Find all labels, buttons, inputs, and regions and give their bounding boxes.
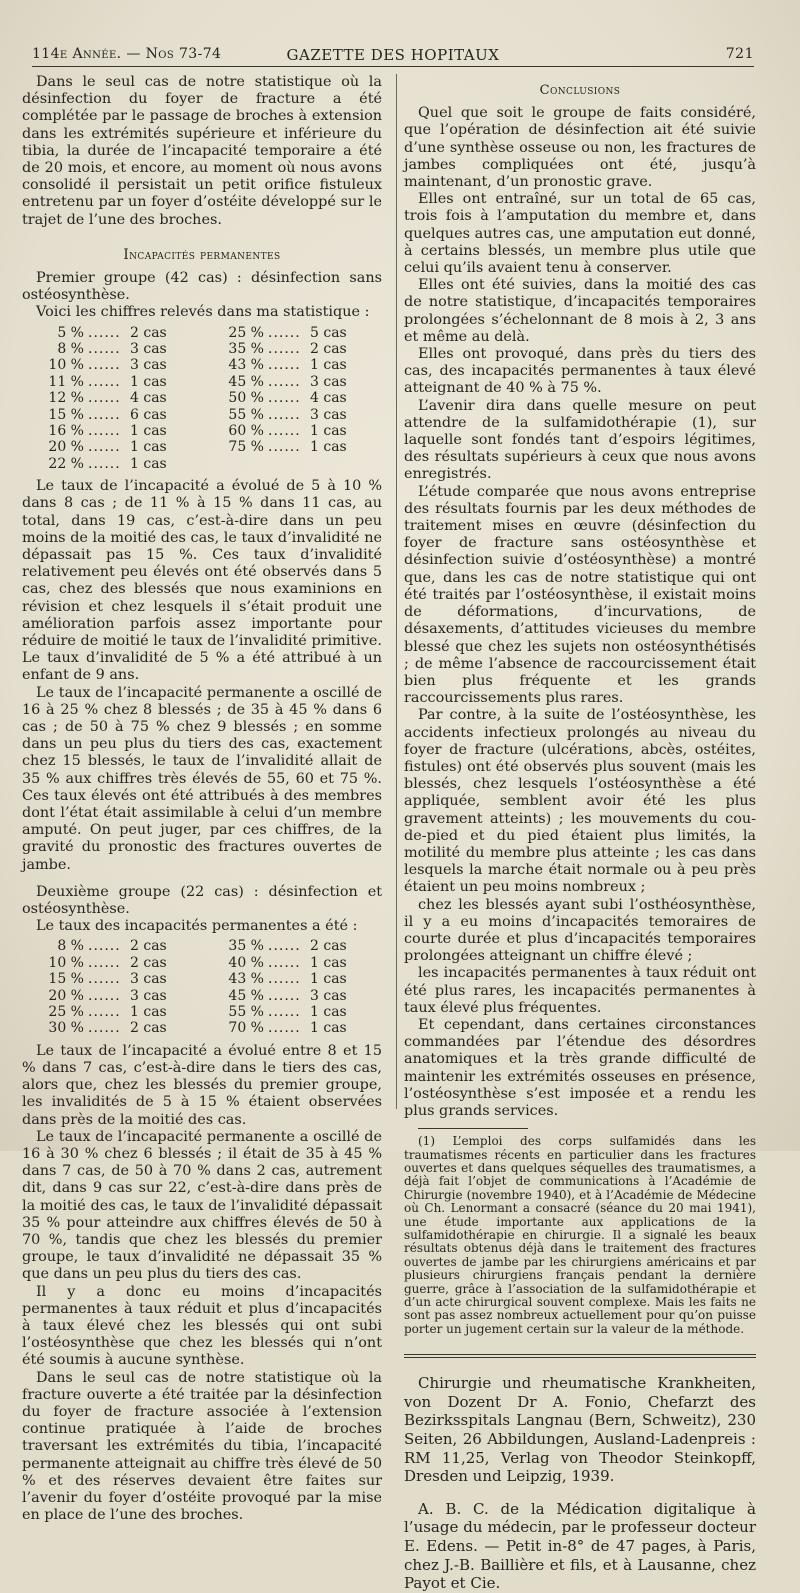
section-separator-2 [404, 1357, 756, 1358]
stat-leader-dots: ...... [268, 1020, 301, 1037]
stat-percent: 15 % [48, 406, 84, 423]
conclusion-4: Elles ont provoqué, dans près du tiers des cas, des incapacités permanentes à taux élevé atteignant de 40 % à 75 %. [404, 346, 756, 397]
stat-leader-dots: ...... [268, 987, 301, 1004]
stat-percent: 50 % [228, 390, 264, 407]
conclusion-2: Elles ont entraîné, sur un total de 65 cas, trois fois à l’amputation du membre et, dans quelques autres cas, une amputation eut donné, à certains blessés, un membre plus utile que celui qu’ils avaient tenu à conserver. [404, 191, 756, 277]
issue-info: 114e Année. — Nos 73-74 [32, 46, 222, 62]
stat-percent: 55 % [228, 406, 264, 423]
stat-cell [202, 374, 382, 390]
stat-percent: 30 % [48, 1020, 84, 1037]
stat-row [22, 988, 382, 1004]
stat-percent: 45 % [228, 373, 264, 390]
stat-count: 2 cas [310, 938, 347, 955]
stat-row [22, 357, 382, 373]
stat-cell [22, 374, 202, 390]
stat-cell [22, 971, 202, 987]
stat-count: 1 cas [130, 373, 167, 390]
footnote: (1) L’emploi des corps sulfamidés dans les traumatismes récents en particulier dans les fractures ouvertes et dans quelques séquelles des traumatismes, a déjà fait l’objet de communications à l’Académie de Chirurgie (novembre 1940), et à l’Académie de Médecine où Ch. Lenormant a consacré (séance du 20 mai 1941), une étude importante aux applications de la sulfamidothérapie en chirurgie. Il a signalé les beaux résultats obtenus déjà dans le traitement des fractures ouvertes de jambe par les chirurgiens américains et par plusieurs chirurgiens français pendant la dernière guerre, grâce à l’association de la sulfamidothérapie et d’un acte chirurgical souvent complexe. Mais les faits ne sont pas assez nombreux actuellement pour qu’on puisse porter un jugement certain sur la valeur de la méthode. [404, 1134, 756, 1336]
stat-percent: 43 % [228, 357, 264, 374]
intro-paragraph: Dans le seul cas de notre statistique où la désinfection du foyer de fracture a été complétée par le passage de broches à extension dans les extrémités supérieure et inférieure du tibia, la durée de l’incapacité temporaire a été de 20 mois, et encore, au moment où nous avons consolidé il persistait un petit orifice fistuleux entretenu par un foyer d’ostéite développé sur le trajet de l’une des broches. [22, 74, 382, 228]
stat-count: 1 cas [310, 439, 347, 456]
stat-cell [202, 971, 382, 987]
stat-cell [22, 1020, 202, 1036]
stat-cell [22, 456, 202, 472]
stat-leader-dots: ...... [88, 954, 121, 971]
stat-cell [202, 439, 382, 455]
stat-row [22, 374, 382, 390]
stat-percent: 25 % [48, 1004, 84, 1020]
stat-cell [202, 357, 382, 373]
book-review-1: Chirurgie und rheumatische Krankheiten, von Dozent Dr A. Fonio, Chefarzt des Bezirksspitals Langnau (Bern, Schweitz), 230 Seiten, 26 Abbildungen, Ausland-Ladenpreis : RM 11,25, Verlag von Theodor Steinkopff, Dresden und Leipzig, 1939. [404, 1374, 756, 1486]
conclusion-9: les incapacités permanentes à taux réduit ont été plus rares, les incapacités permanentes à taux élevé plus fréquentes. [404, 965, 756, 1016]
stat-leader-dots: ...... [88, 341, 121, 358]
stat-cell [22, 325, 202, 341]
stat-cell [22, 341, 202, 357]
paragraph-5: Il y a donc eu moins d’incapacités permanentes à taux réduit et plus d’incapacités à taux élevé chez les blessés qui ont subi l’ostéosynthèse que chez les blessés qui n’ont été soumis à aucune synthèse. [22, 1283, 382, 1369]
stat-percent: 75 % [228, 439, 264, 456]
conclusion-8: chez les blessés ayant subi l’osthéosynthèse, il y a eu moins d’incapacités temoraires de courte durée et plus d’incapacités temporaires prolongées atteignant un chiffre élevé ; [404, 896, 756, 965]
stat-leader-dots: ...... [268, 357, 301, 374]
stat-cell [22, 938, 202, 954]
stat-row [22, 439, 382, 455]
stat-row [22, 407, 382, 423]
stat-cell [202, 390, 382, 406]
stat-count: 1 cas [310, 954, 347, 971]
stat-leader-dots: ...... [88, 406, 121, 423]
stat-leader-dots: ...... [88, 938, 121, 955]
stat-row [22, 1004, 382, 1020]
footnote-rule [418, 1128, 528, 1129]
stat-count: 2 cas [310, 341, 347, 358]
stat-row [22, 390, 382, 406]
stat-cell [22, 390, 202, 406]
stat-leader-dots: ...... [268, 324, 301, 341]
stat-percent: 15 % [48, 971, 84, 988]
stat-count: 6 cas [130, 406, 167, 423]
group2-lead: Le taux des incapacités permanentes a été : [36, 918, 358, 935]
stat-percent: 16 % [48, 422, 84, 439]
stat-count: 1 cas [310, 422, 347, 439]
paragraph-4: Le taux de l’incapacité permanente a oscillé de 16 à 30 % chez 6 blessés ; il était de 35 à 45 % dans 7 cas, de 50 à 70 % dans 2 cas, autrement dit, dans 9 cas sur 22, c’est-à-dire dans près de la moitié des cas, le taux de l’invalidité dépassait 35 % pour atteindre aux chiffres élevés de 50 à 70 %, tandis que chez les blessés du premier groupe, le taux d’invalidité ne dépassait 35 % que dans un peu plus du tiers des cas. [22, 1128, 382, 1283]
stat-count: 3 cas [130, 357, 167, 374]
stat-count: 2 cas [130, 954, 167, 971]
stat-count: 2 cas [130, 938, 167, 955]
stat-cell [22, 955, 202, 971]
stat-cell [202, 1004, 382, 1020]
stat-percent: 22 % [48, 455, 84, 472]
stat-row [22, 325, 382, 341]
stat-percent: 45 % [228, 987, 264, 1004]
stat-percent: 55 % [228, 1004, 264, 1020]
stat-percent: 70 % [228, 1020, 264, 1037]
stat-leader-dots: ...... [268, 341, 301, 358]
stat-leader-dots: ...... [88, 439, 121, 456]
stat-count: 1 cas [310, 971, 347, 988]
stat-leader-dots: ...... [88, 1004, 121, 1020]
left-column [22, 74, 382, 1524]
stat-count: 3 cas [130, 971, 167, 988]
stat-row [22, 341, 382, 357]
stat-percent: 35 % [228, 938, 264, 955]
stat-count: 1 cas [310, 1004, 347, 1020]
stat-leader-dots: ...... [268, 439, 301, 456]
stat-cell [22, 988, 202, 1004]
conclusions-heading: Conclusions [539, 83, 621, 98]
stat-cell [22, 423, 202, 439]
stat-count: 3 cas [310, 373, 347, 390]
stat-leader-dots: ...... [88, 324, 121, 341]
conclusion-6: L’étude comparée que nous avons entreprise des résultats fournis par les deux méthodes de traitement mises en œuvre (désinfection du foyer de fracture sans ostéosynthèse et désinfection suivie d’ostéosynthèse) a montré que, dans les cas de notre statistique qui ont été traités par l’ostéosynthèse, il existait moins de déformations, d’incurvations, de désaxements, d’attitudes vicieuses du membre blessé que chez les sujets non ostéosynthétisés ; de même l’absence de raccourcissement était bien plus fréquente et les grands raccourcissements plus rares. [404, 483, 756, 707]
stat-percent: 40 % [228, 954, 264, 971]
stat-cell [202, 456, 382, 472]
conclusion-1: Quel que soit le groupe de faits considéré, que l’opération de désinfection ait été suivie d’une synthèse osseuse ou non, les fractures de jambes compliquées ont été, jusqu’à maintenant, d’un pronostic grave. [404, 105, 756, 191]
stat-leader-dots: ...... [268, 971, 301, 988]
stat-cell [22, 357, 202, 373]
conclusion-5: L’avenir dira dans quelle mesure on peut attendre de la sulfamidothérapie (1), sur laquelle sont fondés tant d’espoirs légitimes, des résultats supérieurs à ceux que nous avons enregistrés. [404, 397, 756, 483]
stat-percent: 8 % [57, 938, 84, 955]
stat-count: 1 cas [310, 1020, 347, 1037]
stat-leader-dots: ...... [268, 1004, 301, 1020]
stat-row [22, 456, 382, 472]
stat-leader-dots: ...... [268, 373, 301, 390]
stat-leader-dots: ...... [88, 422, 121, 439]
stat-leader-dots: ...... [268, 938, 301, 955]
stat-leader-dots: ...... [88, 455, 121, 472]
stat-count: 1 cas [130, 439, 167, 456]
stat-percent: 10 % [48, 357, 84, 374]
stat-cell [202, 407, 382, 423]
conclusion-10: Et cependant, dans certaines circonstances commandées par l’étendue des désordres anatomiques et la très grande difficulté de maintenir les extrémités osseuses en présence, l’ostéosynthèse s’est imposée et a rendu les plus grands services. [404, 1016, 756, 1119]
stat-cell [202, 423, 382, 439]
stat-count: 3 cas [130, 341, 167, 358]
stat-cell [22, 407, 202, 423]
stat-cell [202, 938, 382, 954]
journal-title: GAZETTE DES HOPITAUX [286, 46, 500, 64]
stat-count: 1 cas [130, 455, 167, 472]
stat-count: 3 cas [310, 406, 347, 423]
stats-table-group1 [22, 325, 382, 473]
stat-percent: 5 % [57, 324, 84, 341]
stat-count: 2 cas [130, 1020, 167, 1037]
stat-percent: 25 % [228, 324, 264, 341]
group1-intro: Premier groupe (42 cas) : désinfection sans ostéosynthèse. [22, 270, 382, 304]
stat-cell [22, 1004, 202, 1020]
stat-leader-dots: ...... [268, 406, 301, 423]
stat-row [22, 955, 382, 971]
book-review-2: A. B. C. de la Médication digitalique à l’usage du médecin, par le professeur docteur E. Edens. — Petit in-8° de 47 pages, à Paris, chez J.-B. Baillière et fils, et à Lausanne, chez Payot et Cie. [404, 1499, 756, 1593]
stat-count: 1 cas [130, 1004, 167, 1020]
stat-row [22, 1020, 382, 1036]
paragraph-1: Le taux de l’incapacité a évolué de 5 à 10 % dans 8 cas ; de 11 % à 15 % dans 11 cas, au total, dans 19 cas, c’est-à-dire dans un peu moins de la moitié des cas, le taux d’invalidité ne dépassait pas 15 %. Ces taux d’invalidité relativement peu élevés ont été observés dans 5 cas, chez des blessés que nous examinions en révision et chez lesquels il s’était produit une amélioration parfois assez importante pour réduire de moitié le taux de l’invalidité primitive. Le taux d’invalidité de 5 % a été attribué à un enfant de 9 ans. [22, 478, 382, 684]
stat-count: 3 cas [130, 987, 167, 1004]
stat-cell [22, 439, 202, 455]
right-column [404, 74, 756, 1593]
stats-table-group2 [22, 938, 382, 1036]
stat-leader-dots: ...... [268, 954, 301, 971]
header-rule [32, 66, 754, 67]
stat-leader-dots: ...... [88, 1020, 121, 1037]
section-heading-permanent: Incapacités permanentes [123, 246, 281, 263]
stat-row [22, 938, 382, 954]
paragraph-2: Le taux de l’incapacité permanente a oscillé de 16 à 25 % chez 8 blessés ; de 35 à 45 % dans 6 cas ; de 50 à 75 % chez 9 blessés ; en somme dans un peu plus du tiers des cas, exactement chez 15 blessés, le taux de l’invalidité allait de 35 % aux chiffres très élevés de 55, 60 et 75 %. Ces taux élevés ont été attribués à des membres dont l’état était assimilable à celui d’un membre amputé. On peut juger, par ces chiffres, de la gravité du pronostic des fractures ouvertes de jambe. [22, 684, 382, 873]
group1-lead: Voici les chiffres relevés dans ma statistique : [36, 304, 370, 321]
stat-cell [202, 988, 382, 1004]
stat-count: 4 cas [310, 390, 347, 407]
stat-percent: 35 % [228, 341, 264, 358]
stat-percent: 20 % [48, 439, 84, 456]
conclusion-3: Elles ont été suivies, dans la moitié des cas de notre statistique, d’incapacités temporaires prolongées s’échelonnant de 8 mois à 2, 3 ans et même au delà. [404, 277, 756, 345]
stat-row [22, 423, 382, 439]
stat-percent: 10 % [48, 954, 84, 971]
stat-count: 3 cas [310, 987, 347, 1004]
stat-percent: 43 % [228, 971, 264, 988]
stat-percent: 11 % [48, 373, 84, 390]
stat-leader-dots: ...... [88, 373, 121, 390]
stat-row [22, 971, 382, 987]
column-divider [396, 74, 397, 1109]
stat-cell [202, 325, 382, 341]
stat-percent: 20 % [48, 987, 84, 1004]
stat-count: 1 cas [310, 357, 347, 374]
stat-count: 1 cas [130, 422, 167, 439]
stat-count: 2 cas [130, 324, 167, 341]
page-header [32, 42, 754, 68]
stat-cell [202, 955, 382, 971]
conclusion-7: Par contre, à la suite de l’ostéosynthèse, les accidents infectieux prolongés au niveau du foyer de fracture (ulcérations, abcès, ostéites, fistules) ont été observés plus souvent (mais les blessés, chez lesquels l’ostéosynthèse a été appliquée, semblent avoir été les plus gravement atteints) ; les mouvements du cou-de-pied et du pied étaient plus limités, la motilité du membre plus atteinte ; les cas dans lesquels la marche était normale ou à peu près étaient un peu moins nombreux ; [404, 707, 756, 896]
paragraph-3: Le taux de l’incapacité a évolué entre 8 et 15 % dans 7 cas, c’est-à-dire dans le tiers des cas, alors que, chez les blessés du premier groupe, les invalidités de 5 à 15 % étaient observées dans près de la moitié des cas. [22, 1042, 382, 1128]
stat-leader-dots: ...... [268, 390, 301, 407]
stat-leader-dots: ...... [88, 971, 121, 988]
stat-leader-dots: ...... [268, 422, 301, 439]
stat-percent: 12 % [48, 390, 84, 407]
stat-leader-dots: ...... [88, 357, 121, 374]
stat-percent: 60 % [228, 422, 264, 439]
stat-count: 4 cas [130, 390, 167, 407]
paragraph-6: Dans le seul cas de notre statistique où la fracture ouverte a été traitée par la désinfection du foyer de fracture associée à l’extension continue pratiquée à l’aide de broches traversant les extrémités du tibia, l’incapacité permanente atteignait au chiffre très élevé de 50 % et des réserves devaient être faites sur l’avenir du foyer d’ostéite provoqué par la mise en place de l’une des broches. [22, 1369, 382, 1524]
group2-intro: Deuxième groupe (22 cas) : désinfection et ostéosynthèse. [22, 883, 382, 918]
stat-count: 5 cas [310, 324, 347, 341]
page-number: 721 [725, 46, 754, 62]
stat-leader-dots: ...... [88, 390, 121, 407]
stat-leader-dots: ...... [88, 987, 121, 1004]
stat-cell [202, 341, 382, 357]
stat-percent: 8 % [57, 341, 84, 358]
stat-cell [202, 1020, 382, 1036]
section-separator [404, 1354, 756, 1355]
